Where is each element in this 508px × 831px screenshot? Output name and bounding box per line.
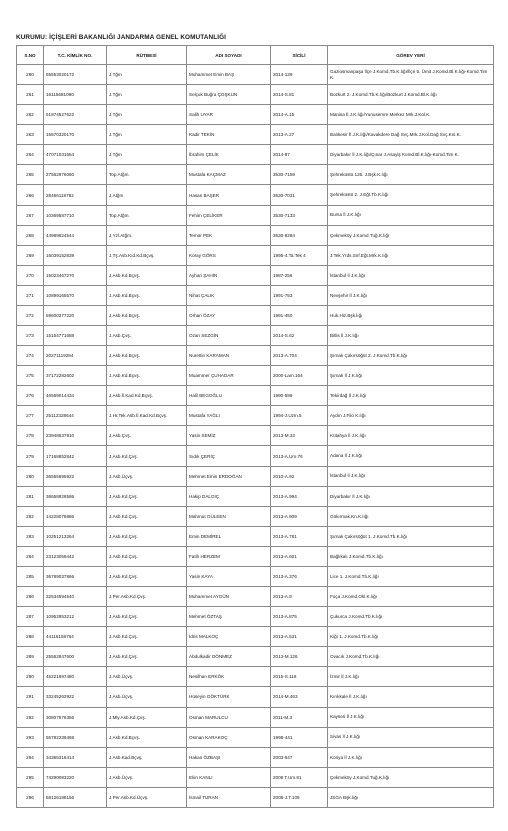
cell-tc-kimlik-no: 47071031554: [44, 145, 107, 165]
cell-tc-kimlik-no: 46559014434: [44, 386, 107, 406]
cell-sno: 271: [17, 285, 44, 305]
table-row: [17, 225, 494, 245]
cell-gorev-yeri: Şırnak İl J.K.lığı: [328, 366, 494, 386]
cell-adi-soyadi: Muammer ÇUHADAR: [187, 366, 271, 386]
cell-rutbesi: J.Tğm: [107, 125, 187, 145]
cell-adi-soyadi: Mahmut GÜLEEN: [187, 506, 271, 526]
table-row: [17, 526, 494, 546]
cell-sno: 284: [17, 546, 44, 566]
cell-rutbesi: J.Asb.Üçvş.: [107, 767, 187, 787]
cell-gorev-yeri: Şehreküstü 2. J.Eğt.Tb.K.lığı: [328, 185, 494, 205]
cell-sno: 279: [17, 446, 44, 466]
cell-sicili: 2014-S.62: [271, 326, 328, 346]
cell-rutbesi: J.Asb.Kd.Bçvş.: [107, 727, 187, 747]
cell-tc-kimlik-no: 10952853212: [44, 607, 107, 627]
cell-adi-soyadi: İdris MALKOÇ: [187, 627, 271, 647]
cell-tc-kimlik-no: 27562976060: [44, 165, 107, 185]
table-row: [17, 165, 494, 185]
cell-adi-soyadi: Mustafa YAĞLI: [187, 406, 271, 426]
cell-sno: 263: [17, 125, 44, 145]
cell-rutbesi: J.Tğm: [107, 85, 187, 105]
cell-sicili: 2014-87: [271, 145, 328, 165]
table-row: [17, 747, 494, 767]
cell-rutbesi: J.Per.Asb.Kd.Çvş.: [107, 587, 187, 607]
table-row: [17, 587, 494, 607]
table-row: [17, 285, 494, 305]
table-row: [17, 426, 494, 446]
cell-sicili: 1994-J.Uzm.5: [271, 406, 328, 426]
table-row: [17, 386, 494, 406]
cell-tc-kimlik-no: 36555695922: [44, 466, 107, 486]
cell-sicili: 2013-A.875: [271, 607, 328, 627]
table-header: [17, 46, 494, 65]
table-row: [17, 125, 494, 145]
table-row: [17, 346, 494, 366]
cell-rutbesi: J.Yzl.Atğm.: [107, 225, 187, 245]
cell-gorev-yeri: Manisa İl J.K.lığı/Yunusemre Merkez Mrk.J.Kol.K.: [328, 105, 494, 125]
cell-sicili: 2013-A.704: [271, 346, 328, 366]
cell-gorev-yeri: İstanbul İl J.K.lığı: [328, 265, 494, 285]
cell-rutbesi: J.Mly.Asb.Kd.Çvş.: [107, 707, 187, 727]
cell-sno: 266: [17, 185, 44, 205]
table-row: [17, 787, 494, 807]
table-row: [17, 326, 494, 346]
cell-adi-soyadi: Muhammet Emin BAŞ: [187, 65, 271, 85]
cell-tc-kimlik-no: 10251213264: [44, 526, 107, 546]
cell-sicili: 3530-7133: [271, 205, 328, 225]
cell-gorev-yeri: Konya İl J.K.lığı: [328, 747, 494, 767]
cell-rutbesi: J.Asb.Kd.Çvş.: [107, 446, 187, 466]
personnel-table: [16, 45, 494, 808]
cell-adi-soyadi: Ekin KANLI: [187, 767, 271, 787]
cell-tc-kimlik-no: 44989624544: [44, 225, 107, 245]
header-adi-soyadi: ADI SOYADI: [187, 46, 271, 65]
cell-gorev-yeri: Diyarbakır İl J.K.lığı: [328, 486, 494, 506]
cell-rutbesi: J.Asb.Kd.Çvş.: [107, 627, 187, 647]
cell-tc-kimlik-no: 34365316414: [44, 747, 107, 767]
cell-sno: 265: [17, 165, 44, 185]
cell-adi-soyadi: Emin DEMİREL: [187, 526, 271, 546]
cell-tc-kimlik-no: 16039152839: [44, 245, 107, 265]
cell-gorev-yeri: Bağlıkalı J.Komd.Tb.K.lığı: [328, 546, 494, 566]
cell-tc-kimlik-no: 33245262922: [44, 687, 107, 707]
cell-sno: 268: [17, 225, 44, 245]
cell-adi-soyadi: Ayhan ŞAHİN: [187, 265, 271, 285]
cell-sno: 280: [17, 466, 44, 486]
cell-gorev-yeri: Çekmeköy J.Komd.Tuğ.K.lığı: [328, 767, 494, 787]
cell-adi-soyadi: Muhammet AYGÜN: [187, 587, 271, 607]
cell-adi-soyadi: İbrahim ÇELİK: [187, 145, 271, 165]
cell-adi-soyadi: Osman MARULCU: [187, 707, 271, 727]
cell-sno: 285: [17, 566, 44, 586]
cell-sicili: 1991-753: [271, 285, 328, 305]
cell-adi-soyadi: Orhan ÖZAY: [187, 305, 271, 325]
cell-sicili: 2013-A.9: [271, 587, 328, 607]
cell-rutbesi: J.Tğm: [107, 65, 187, 85]
cell-gorev-yeri: Bursa İl J.K.lığı: [328, 205, 494, 225]
cell-adi-soyadi: Hakip DALGIÇ: [187, 486, 271, 506]
cell-sno: 272: [17, 305, 44, 325]
cell-rutbesi: J.Asb.Üçvş.: [107, 687, 187, 707]
cell-tc-kimlik-no: 58126188156: [44, 787, 107, 807]
cell-gorev-yeri: Ovacık J.Komd.Tb.K.lığı: [328, 647, 494, 667]
cell-gorev-yeri: Şırnak Çakırsöğüt 1. J.Komd.Tb.K.lığı: [328, 526, 494, 546]
cell-sno: 261: [17, 85, 44, 105]
cell-sicili: 2006-J.T.109: [271, 787, 328, 807]
cell-adi-soyadi: Fehim ÇELİKER: [187, 205, 271, 225]
cell-tc-kimlik-no: 51874527622: [44, 105, 107, 125]
cell-sno: 281: [17, 486, 44, 506]
cell-sno: 278: [17, 426, 44, 446]
cell-sicili: 2014-A.15: [271, 105, 328, 125]
cell-sicili: 3530-7159: [271, 165, 328, 185]
cell-sno: 270: [17, 265, 44, 285]
cell-gorev-yeri: Gökırmak.Kn.K.lığı: [328, 506, 494, 526]
cell-adi-soyadi: Fatih HERZEM: [187, 546, 271, 566]
document-title: KURUMU: İÇİŞLERİ BAKANLIĞI JANDARMA GENEL KOMUTANLIĞI: [16, 34, 227, 41]
cell-rutbesi: J.Tğm: [107, 105, 187, 125]
cell-tc-kimlik-no: 23123059442: [44, 546, 107, 566]
cell-adi-soyadi: Hakan ÖZBAŞI: [187, 747, 271, 767]
table-row: [17, 466, 494, 486]
header-gorev-yeri: GÖREV YERİ: [328, 46, 494, 65]
cell-gorev-yeri: Lice 1. J.Komd.Tb.K.lığı: [328, 566, 494, 586]
table-row: [17, 687, 494, 707]
cell-adi-soyadi: Yasin SEMİZ: [187, 426, 271, 446]
table-row: [17, 727, 494, 747]
cell-gorev-yeri: Balıkesir İl J.K.lığı/Kavakdere Dağ Svç.Mrk.J.Kol.Dağ Svç.Kıs.K.: [328, 125, 494, 145]
cell-rutbesi: J.Asb.Kd.Bçvş.: [107, 285, 187, 305]
cell-tc-kimlik-no: 65553020172: [44, 65, 107, 85]
table-row: [17, 647, 494, 667]
cell-gorev-yeri: Tekirdağ İl J.K.lığı: [328, 386, 494, 406]
cell-tc-kimlik-no: 10899165570: [44, 285, 107, 305]
cell-tc-kimlik-no: 30807576356: [44, 707, 107, 727]
cell-adi-soyadi: Osman KARAKOÇ: [187, 727, 271, 747]
cell-sno: 273: [17, 326, 44, 346]
table-row: [17, 607, 494, 627]
cell-tc-kimlik-no: 17168852842: [44, 446, 107, 466]
cell-sicili: 2014-139: [271, 65, 328, 85]
cell-gorev-yeri: Kütahya İl J.K.lığı: [328, 426, 494, 446]
cell-tc-kimlik-no: 14228078886: [44, 506, 107, 526]
cell-rutbesi: Top.Atğm.: [107, 205, 187, 225]
cell-gorev-yeri: Çekmeköy J.Komd.Tuğ.K.lığı: [328, 225, 494, 245]
cell-rutbesi: J.Asb.Kd.Bçvş.: [107, 305, 187, 325]
cell-rutbesi: J.Asb.Kd.Çvş.: [107, 546, 187, 566]
cell-adi-soyadi: Nurettin KARAMAN: [187, 346, 271, 366]
cell-gorev-yeri: Kırıkkale İl J.K.lığı: [328, 687, 494, 707]
cell-gorev-yeri: Gaziosmanpaşa İlçe J.Komd.Tb.K.lığı/İlçe 5. Ümit J.Komd.Bl.K.lığı-Komd.Tim K.: [328, 65, 494, 85]
cell-tc-kimlik-no: 59600377220: [44, 305, 107, 325]
cell-sicili: 1998-441: [271, 727, 328, 747]
header-sicili: SİCİLİ: [271, 46, 328, 65]
cell-sicili: 2013-A.781: [271, 526, 328, 546]
cell-adi-soyadi: Mustafa KAÇMAZ: [187, 165, 271, 185]
cell-tc-kimlik-no: 36658926586: [44, 486, 107, 506]
cell-rutbesi: J.Asb.Üçvş.: [107, 667, 187, 687]
table-row: [17, 305, 494, 325]
cell-adi-soyadi: Ozan SEZGİN: [187, 326, 271, 346]
cell-sicili: 3530-7031: [271, 185, 328, 205]
table-row: [17, 145, 494, 165]
cell-adi-soyadi: Nihat ÇALIK: [187, 285, 271, 305]
cell-sno: 295: [17, 767, 44, 787]
cell-sicili: 2014-S.81: [271, 85, 328, 105]
cell-gorev-yeri: J.Tek.Yrds.Snf.Eğt.Mrk.K.lığı: [328, 245, 494, 265]
cell-rutbesi: J.Atğm: [107, 185, 187, 205]
table-row: [17, 205, 494, 225]
cell-adi-soyadi: Salih UYAR: [187, 105, 271, 125]
table-row: [17, 506, 494, 526]
cell-gorev-yeri: Sivas İl J.K.lığı: [328, 727, 494, 747]
cell-adi-soyadi: Hasan BAŞER: [187, 185, 271, 205]
cell-sicili: 2013-A.531: [271, 627, 328, 647]
cell-tc-kimlik-no: 55782236468: [44, 727, 107, 747]
cell-rutbesi: J.Hr.Tek.Asb.İl.Kad.Kd.Bçvş.: [107, 406, 187, 426]
table-row: [17, 446, 494, 466]
cell-sno: 269: [17, 245, 44, 265]
cell-gorev-yeri: Bozkurt 2. J.Komd.Tb.K.lığı/Bozkurt J.Komd.Bl.K.lığı: [328, 85, 494, 105]
cell-sicili: 2008 T.Um.81: [271, 767, 328, 787]
cell-gorev-yeri: Diyarbakır İl J.K.lığı/Çınar J.Asayiş Komd.Bl.K.lığı-Komd.Tim K.: [328, 145, 494, 165]
cell-tc-kimlik-no: 15154771688: [44, 326, 107, 346]
table-row: [17, 566, 494, 586]
table-row: [17, 486, 494, 506]
cell-adi-soyadi: Selçuk Buğra ÇOŞKUN: [187, 85, 271, 105]
cell-gorev-yeri: Kiğı 1. J.Komd.Tb.K.lığı: [328, 627, 494, 647]
cell-tc-kimlik-no: 15023467270: [44, 265, 107, 285]
cell-sicili: 2013-A.601: [271, 546, 328, 566]
cell-tc-kimlik-no: 23948537810: [44, 426, 107, 446]
cell-sicili: 2013-A.994: [271, 486, 328, 506]
table-row: [17, 245, 494, 265]
cell-sno: 276: [17, 386, 44, 406]
cell-sicili: 2013-A.376: [271, 566, 328, 586]
cell-adi-soyadi: Hüseyin GÖKTÜRK: [187, 687, 271, 707]
cell-rutbesi: J.Asb.Üçvş.: [107, 466, 187, 486]
cell-adi-soyadi: Yasin KAYA: [187, 566, 271, 586]
cell-tc-kimlik-no: 32534594540: [44, 587, 107, 607]
cell-adi-soyadi: Sıdık ÇERİÇ: [187, 446, 271, 466]
cell-gorev-yeri: Nevşehir İl J.K.lığı: [328, 285, 494, 305]
cell-sno: 289: [17, 647, 44, 667]
cell-sno: 262: [17, 105, 44, 125]
cell-gorev-yeri: Foça J.Komd.Okl.K.lığı: [328, 587, 494, 607]
header-rutbesi: RÜTBESİ: [107, 46, 187, 65]
cell-rutbesi: J.Tş.Asb.Kıd.Kd.Bçvş.: [107, 245, 187, 265]
cell-sno: 294: [17, 747, 44, 767]
cell-rutbesi: J.Asb.Kd.Bçvş.: [107, 346, 187, 366]
cell-sicili: 1987-256: [271, 265, 328, 285]
cell-sno: 292: [17, 707, 44, 727]
cell-sno: 260: [17, 65, 44, 85]
cell-rutbesi: J.Asb.İl.Kad.Kd.Bçvş.: [107, 386, 187, 406]
cell-sno: 267: [17, 205, 44, 225]
cell-adi-soyadi: Temür PEK: [187, 225, 271, 245]
cell-adi-soyadi: Kadir TEKİN: [187, 125, 271, 145]
cell-tc-kimlik-no: 45221697480: [44, 667, 107, 687]
table-row: [17, 65, 494, 85]
table-row: [17, 185, 494, 205]
header-tc-kimlik-no: T.C. KİMLİK NO.: [44, 46, 107, 65]
cell-rutbesi: J.Asb.Çvş.: [107, 326, 187, 346]
cell-sno: 296: [17, 787, 44, 807]
cell-adi-soyadi: Koray GÖRS: [187, 245, 271, 265]
cell-sicili: 2014-M.463: [271, 687, 328, 707]
cell-sicili: 2003-547: [271, 747, 328, 767]
cell-sno: 274: [17, 346, 44, 366]
cell-adi-soyadi: Abdulkadir DÖNMEZ: [187, 647, 271, 667]
cell-rutbesi: Top.Atğm.: [107, 165, 187, 185]
cell-sno: 290: [17, 667, 44, 687]
cell-gorev-yeri: Huk.Hiz.Bşk.lığı: [328, 305, 494, 325]
cell-rutbesi: J.Asb.Kd.Bçvş.: [107, 265, 187, 285]
cell-gorev-yeri: Çukurca J.Komd.Tb.K.lığı: [328, 607, 494, 627]
header-sno: S.NO: [17, 46, 44, 65]
cell-tc-kimlik-no: 25112328644: [44, 406, 107, 426]
cell-sicili: 1995-4.Ta.Tek 4: [271, 245, 328, 265]
table-row: [17, 767, 494, 787]
cell-rutbesi: J.Asb.Kd.Çvş.: [107, 526, 187, 546]
cell-sicili: 2013-A.909: [271, 506, 328, 526]
cell-adi-soyadi: Halil BEGOĞLU: [187, 386, 271, 406]
cell-tc-kimlik-no: 28466118782: [44, 185, 107, 205]
table-row: [17, 546, 494, 566]
cell-tc-kimlik-no: 20271119284: [44, 346, 107, 366]
cell-adi-soyadi: Nesilhan ERKÖK: [187, 667, 271, 687]
table-row: [17, 366, 494, 386]
cell-tc-kimlik-no: 25552847600: [44, 647, 107, 667]
cell-tc-kimlik-no: 44116158784: [44, 627, 107, 647]
cell-tc-kimlik-no: 10369587710: [44, 205, 107, 225]
cell-tc-kimlik-no: 16115681090: [44, 85, 107, 105]
cell-sicili: 2010-A.92: [271, 466, 328, 486]
cell-sicili: 2015-S.118: [271, 667, 328, 687]
cell-gorev-yeri: Şehreküstü 126. J.Bşk.K.lığı: [328, 165, 494, 185]
cell-sno: 293: [17, 727, 44, 747]
table-row: [17, 85, 494, 105]
cell-sno: 291: [17, 687, 44, 707]
table-row: [17, 406, 494, 426]
cell-tc-kimlik-no: 37172282602: [44, 366, 107, 386]
cell-gorev-yeri: Bitlis İl J.K.lığı: [328, 326, 494, 346]
cell-sno: 283: [17, 526, 44, 546]
table-row: [17, 667, 494, 687]
table-body: [17, 65, 494, 808]
cell-rutbesi: J.Asb.Kd.Çvş.: [107, 506, 187, 526]
cell-gorev-yeri: Şırnak Çakırsöğüt 2. J.Komd.Tb.K.lığı: [328, 346, 494, 366]
table-row: [17, 105, 494, 125]
cell-sno: 288: [17, 627, 44, 647]
cell-rutbesi: J.Asb.Kd.Çvş.: [107, 566, 187, 586]
cell-sicili: 1990-599: [271, 386, 328, 406]
cell-adi-soyadi: Mehmet Emin ERDOĞAN: [187, 466, 271, 486]
cell-tc-kimlik-no: 74290083220: [44, 767, 107, 787]
cell-sno: 287: [17, 607, 44, 627]
cell-gorev-yeri: İstanbul İl J.K.lığı: [328, 466, 494, 486]
cell-gorev-yeri: Kayseri İl J.K.lığı: [328, 707, 494, 727]
cell-gorev-yeri: İzmir İl J.K.lığı: [328, 667, 494, 687]
cell-rutbesi: J.Per.Asb.Kd.Üçvş.: [107, 787, 187, 807]
cell-sicili: 2013-M.126: [271, 647, 328, 667]
cell-rutbesi: J.Asb.Kd.Çvş.: [107, 647, 187, 667]
cell-sicili: 2013-A.27: [271, 125, 328, 145]
table-row: [17, 627, 494, 647]
cell-tc-kimlik-no: 15570320170: [44, 125, 107, 145]
cell-sno: 264: [17, 145, 44, 165]
cell-sicili: 2000-Lam.164: [271, 366, 328, 386]
cell-sicili: 2013-M.33: [271, 426, 328, 446]
cell-rutbesi: J.Tğm: [107, 145, 187, 165]
cell-adi-soyadi: Mehmet ÖZTAŞ: [187, 607, 271, 627]
table-row: [17, 265, 494, 285]
cell-rutbesi: J.Asb.Kad.Bçvş.: [107, 747, 187, 767]
table-row: [17, 707, 494, 727]
cell-rutbesi: J.Asb.Kd.Bçvş.: [107, 366, 187, 386]
cell-rutbesi: J.Asb.Kd.Çvş.: [107, 486, 187, 506]
cell-sicili: 3530-8284: [271, 225, 328, 245]
cell-gorev-yeri: JSGA Bşk.lığı: [328, 787, 494, 807]
cell-gorev-yeri: Aydın J.Filo K.lığı: [328, 406, 494, 426]
cell-gorev-yeri: Adana İl J.K.lığı: [328, 446, 494, 466]
cell-rutbesi: J.Asb.Çvş.: [107, 426, 187, 446]
cell-sicili: 2011-M.3: [271, 707, 328, 727]
cell-sicili: 2013-A.Um.76: [271, 446, 328, 466]
cell-adi-soyadi: İsmail TURAN: [187, 787, 271, 807]
cell-sno: 282: [17, 506, 44, 526]
cell-tc-kimlik-no: 36789037866: [44, 566, 107, 586]
cell-sicili: 1991-450: [271, 305, 328, 325]
cell-sno: 286: [17, 587, 44, 607]
cell-sno: 277: [17, 406, 44, 426]
cell-sno: 275: [17, 366, 44, 386]
cell-rutbesi: J.Asb.Kd.Çvş.: [107, 607, 187, 627]
